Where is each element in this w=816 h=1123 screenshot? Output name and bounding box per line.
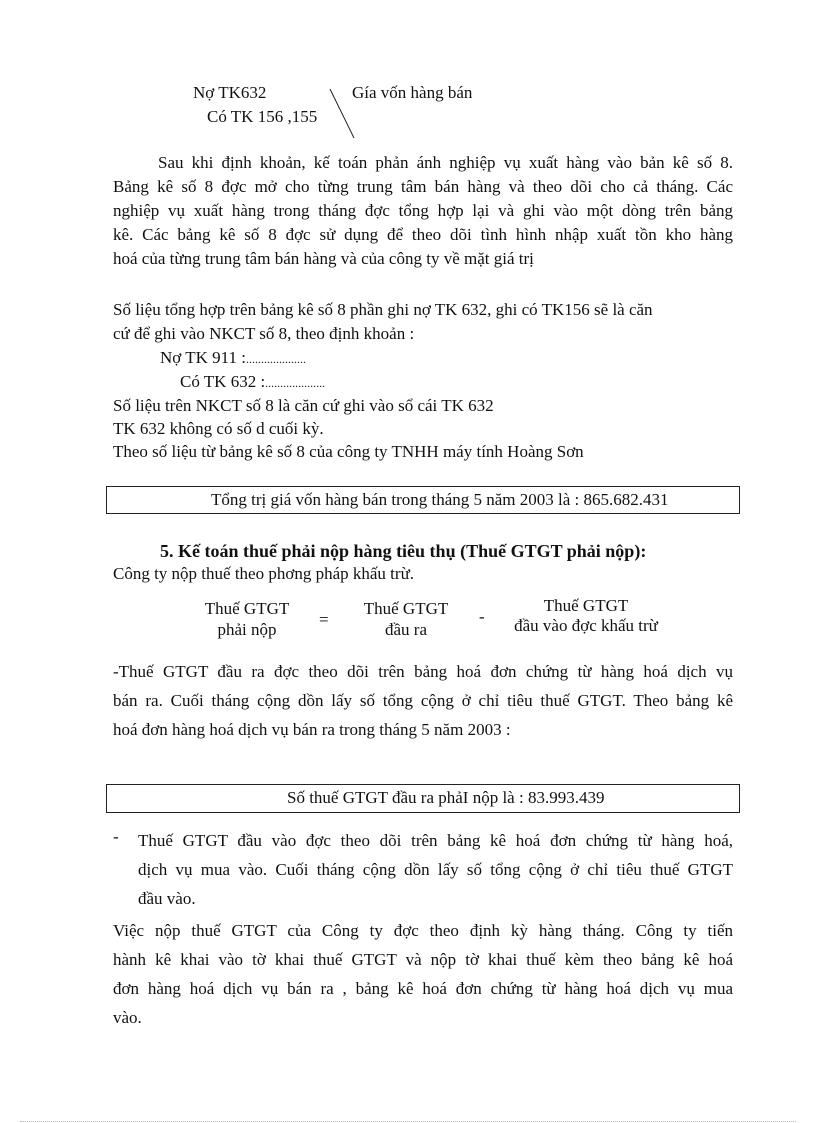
formula-term: Thuế GTGT bbox=[543, 596, 629, 615]
formula-equals: = bbox=[319, 610, 329, 629]
formula-term: Thuế GTGT bbox=[363, 599, 449, 618]
formula-vat-input bbox=[500, 596, 672, 636]
text-line: Bảng kê số 8 đợc mở cho từng trung tâm bán hàng và theo dõi cho cả tháng. Các bbox=[113, 177, 733, 196]
text-line: hoá của từng trung tâm bán hàng và của công ty về mặt giá trị bbox=[113, 249, 534, 268]
dotted-blank: .................... bbox=[265, 376, 326, 390]
paragraph-vat-input bbox=[138, 826, 733, 913]
bullet-marker: - bbox=[113, 827, 119, 846]
text-line: Số liệu tổng hợp trên bảng kê số 8 phần ghi nợ TK 632, ghi có TK156 sẽ là căn bbox=[113, 300, 653, 319]
formula-vat-output bbox=[359, 598, 453, 640]
formula-minus: - bbox=[479, 607, 485, 626]
formula-term: phải nộp bbox=[217, 620, 277, 639]
text-line: Việc nộp thuế GTGT của Công ty đợc theo định kỳ hàng tháng. Công ty tiến bbox=[113, 921, 733, 940]
formula-term: đầu vào đợc khấu trừ bbox=[514, 616, 658, 635]
section-heading: 5. Kế toán thuế phải nộp hàng tiêu thụ (Thuế GTGT phải nộp): bbox=[160, 541, 647, 561]
text-line: TK 632 không có số d cuối kỳ. bbox=[113, 419, 324, 438]
text-line: -Thuế GTGT đầu ra đợc theo dõi trên bảng hoá đơn chứng từ hàng hoá dịch vụ bbox=[113, 662, 733, 681]
text-line: hoá đơn hàng hoá dịch vụ bán ra trong tháng 5 năm 2003 : bbox=[113, 720, 511, 739]
text-line: Theo số liệu từ bảng kê số 8 của công ty TNHH máy tính Hoàng Sơn bbox=[113, 442, 584, 461]
text-line: vào. bbox=[113, 1008, 142, 1027]
text-line: Số liệu trên NKCT số 8 là căn cứ ghi vào sổ cái TK 632 bbox=[113, 396, 494, 415]
paragraph-vat-output bbox=[113, 657, 733, 744]
formula-term: Thuế GTGT bbox=[204, 599, 290, 618]
text-line: Thuế GTGT đầu vào đợc theo dõi trên bảng kê hoá đơn chứng từ hàng hoá, bbox=[138, 831, 733, 850]
credit-account: Có TK 156 ,155 bbox=[207, 107, 318, 126]
total-cost-text: Tổng trị giá vốn hàng bán trong tháng 5 năm 2003 là : 865.682.431 bbox=[211, 490, 669, 509]
entry-debit-911 bbox=[160, 347, 306, 370]
text-line: đơn hàng hoá dịch vụ bán ra , bảng kê hoá đơn chứng từ hàng hoá dịch vụ mua bbox=[113, 979, 733, 998]
formula-term: đầu ra bbox=[384, 620, 427, 639]
paragraph-summary-data bbox=[113, 298, 733, 346]
text-line: cứ để ghi vào NKCT số 8, theo định khoản : bbox=[113, 324, 415, 343]
entry-credit-label: Có TK 632 : bbox=[180, 372, 266, 391]
page-bottom-rule bbox=[20, 1121, 796, 1122]
total-cost-box bbox=[106, 486, 740, 514]
debit-account: Nợ TK632 bbox=[193, 83, 267, 102]
text-line: đầu vào. bbox=[138, 889, 196, 908]
entry-debit-label: Nợ TK 911 : bbox=[160, 348, 246, 367]
text-line: hành kê khai vào tờ khai thuế GTGT và nộp tờ khai thuế kèm theo bảng kê hoá bbox=[113, 950, 733, 969]
dotted-blank: .................... bbox=[245, 352, 306, 366]
text-line: nghiệp vụ xuất hàng trong tháng đợc tổng hợp lại và ghi vào một dòng trên bảng bbox=[113, 201, 733, 220]
text-line: bán ra. Cuối tháng cộng dồn lấy số tổng cộng ở chỉ tiêu thuế GTGT. Theo bảng kê bbox=[113, 691, 733, 710]
vat-output-box bbox=[106, 784, 740, 813]
method-line: Công ty nộp thuế theo phơng pháp khấu trừ. bbox=[113, 564, 415, 583]
entry-description: Gía vốn hàng bán bbox=[352, 83, 473, 102]
entry-credit-632 bbox=[180, 371, 325, 394]
formula-vat-payable bbox=[200, 598, 294, 640]
text-line: kê. Các bảng kê số 8 đợc sử dụng để theo dõi tình hình nhập xuất tồn kho hàng bbox=[113, 225, 733, 244]
paragraph-ledger-notes bbox=[113, 394, 733, 463]
paragraph-vat-filing bbox=[113, 916, 733, 1032]
paragraph-sales-recording bbox=[113, 151, 733, 271]
vat-output-text: Số thuế GTGT đầu ra phảI nộp là : 83.993.439 bbox=[287, 788, 605, 807]
text-line: dịch vụ mua vào. Cuối tháng cộng dồn lấy số tổng cộng ở chỉ tiêu thuế GTGT bbox=[138, 860, 733, 879]
text-line: Sau khi định khoản, kế toán phản ánh nghiệp vụ xuất hàng vào bản kê số 8. bbox=[158, 153, 733, 172]
